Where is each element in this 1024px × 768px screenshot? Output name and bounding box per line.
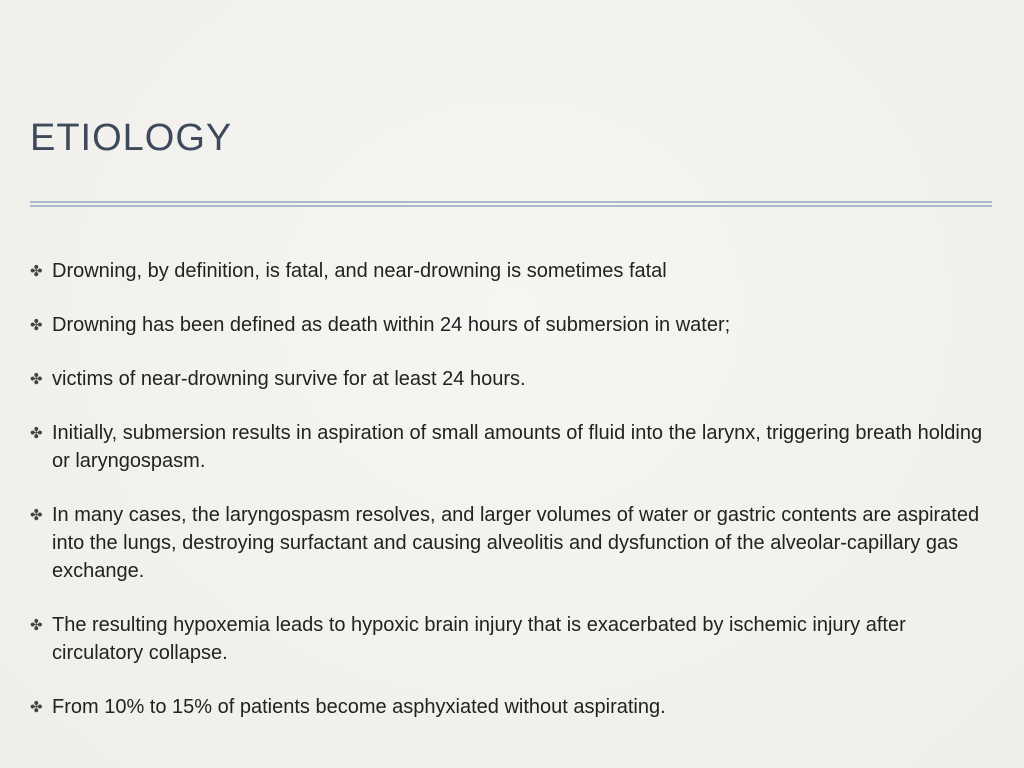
bullet-item-1 (30, 257, 1000, 285)
bullet-marker-icon: ✤ (30, 507, 43, 524)
title-divider (30, 201, 992, 207)
bullet-item-4 (30, 419, 1000, 475)
divider-line-bottom (30, 205, 992, 207)
bullet-text: victims of near-drowning survive for at least 24 hours. (52, 368, 526, 390)
bullet-marker-icon: ✤ (30, 699, 43, 716)
bullet-item-7 (30, 693, 1000, 721)
bullet-marker-icon: ✤ (30, 263, 43, 280)
bullet-text: From 10% to 15% of patients become asphyxiated without aspirating. (52, 696, 666, 718)
bullet-text: Drowning, by definition, is fatal, and near-drowning is sometimes fatal (52, 260, 667, 282)
bullet-marker-icon: ✤ (30, 317, 43, 334)
bullet-list (30, 257, 1000, 747)
bullet-text: Drowning has been defined as death within 24 hours of submersion in water; (52, 314, 731, 336)
bullet-marker-icon: ✤ (30, 617, 43, 634)
bullet-item-3 (30, 365, 1000, 393)
bullet-text: In many cases, the laryngospasm resolves, and larger volumes of water or gastric contents are aspirated into the lungs, destroying surfactant and causing alveolitis and dysfunction of the alveolar-capillary gas exchange. (52, 504, 980, 582)
bullet-text: The resulting hypoxemia leads to hypoxic brain injury that is exacerbated by ischemic injury after circulatory collapse. (52, 614, 906, 664)
bullet-item-6 (30, 611, 1000, 667)
bullet-item-2 (30, 311, 1000, 339)
bullet-text: Initially, submersion results in aspiration of small amounts of fluid into the larynx, triggering breath holding or laryngospasm. (52, 422, 983, 472)
bullet-item-5 (30, 501, 1000, 585)
slide-title: ETIOLOGY (30, 117, 233, 159)
bullet-marker-icon: ✤ (30, 371, 43, 388)
divider-line-top (30, 201, 992, 203)
bullet-marker-icon: ✤ (30, 425, 43, 442)
